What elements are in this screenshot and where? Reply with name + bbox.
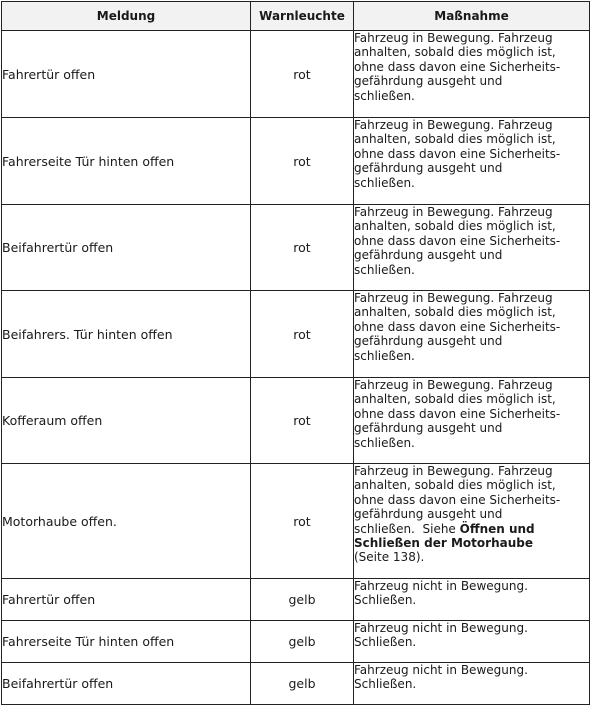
message-cell: Fahrerseite Tür hinten offen (2, 621, 251, 663)
action-cell: Fahrzeug nicht in Bewegung. Schließen. (354, 579, 590, 621)
cross-reference: Öffnen und (459, 521, 535, 536)
action-cell: Fahrzeug in Bewegung. Fahrzeug anhalten, sobald dies möglich ist, ohne dass davon eine Sicherheits- gefährdung ausgeht und schließen. (354, 378, 590, 464)
table-row (2, 464, 590, 579)
table-row (2, 31, 590, 118)
warning-light-cell: gelb (251, 621, 354, 663)
warning-light-cell: gelb (251, 579, 354, 621)
header-warning-light: Warnleuchte (251, 2, 354, 31)
warning-light-cell: rot (251, 378, 354, 464)
header-row (2, 2, 590, 31)
action-cell: Fahrzeug in Bewegung. Fahrzeug anhalten, sobald dies möglich ist, ohne dass davon eine Sicherheits- gefährdung ausgeht und schließen. (354, 291, 590, 378)
header-action: Maßnahme (354, 2, 590, 31)
table-row (2, 663, 590, 705)
table-row (2, 378, 590, 464)
message-cell: Kofferaum offen (2, 378, 251, 464)
message-cell: Beifahrertür offen (2, 205, 251, 291)
table-row (2, 118, 590, 205)
cross-reference: Schließen der Motorhaube (354, 536, 533, 551)
message-cell: Fahrertür offen (2, 579, 251, 621)
action-cell: Fahrzeug in Bewegung. Fahrzeug anhalten, sobald dies möglich ist, ohne dass davon eine Sicherheits- gefährdung ausgeht und schließen. (354, 205, 590, 291)
warning-light-cell: rot (251, 205, 354, 291)
warning-light-cell: gelb (251, 663, 354, 705)
table-row (2, 621, 590, 663)
action-cell: Fahrzeug nicht in Bewegung. Schließen. (354, 621, 590, 663)
message-cell: Fahrerseite Tür hinten offen (2, 118, 251, 205)
message-table (1, 1, 590, 705)
header-message: Meldung (2, 2, 251, 31)
message-cell: Beifahrertür offen (2, 663, 251, 705)
table-row (2, 579, 590, 621)
action-cell: Fahrzeug in Bewegung. Fahrzeug anhalten, sobald dies möglich ist, ohne dass davon eine Sicherheits- gefährdung ausgeht und schließen. Siehe Öffnen und Schließen der Motorhaube (Seite 138). (354, 464, 590, 579)
warning-light-cell: rot (251, 31, 354, 118)
warning-light-cell: rot (251, 464, 354, 579)
warning-light-cell: rot (251, 118, 354, 205)
warning-light-cell: rot (251, 291, 354, 378)
table-row (2, 291, 590, 378)
action-cell: Fahrzeug nicht in Bewegung. Schließen. (354, 663, 590, 705)
table-row (2, 205, 590, 291)
message-cell: Motorhaube offen. (2, 464, 251, 579)
action-cell: Fahrzeug in Bewegung. Fahrzeug anhalten, sobald dies möglich ist, ohne dass davon eine Sicherheits- gefährdung ausgeht und schließen. (354, 31, 590, 118)
action-cell: Fahrzeug in Bewegung. Fahrzeug anhalten, sobald dies möglich ist, ohne dass davon eine Sicherheits- gefährdung ausgeht und schließen. (354, 118, 590, 205)
message-cell: Fahrertür offen (2, 31, 251, 118)
message-cell: Beifahrers. Tür hinten offen (2, 291, 251, 378)
